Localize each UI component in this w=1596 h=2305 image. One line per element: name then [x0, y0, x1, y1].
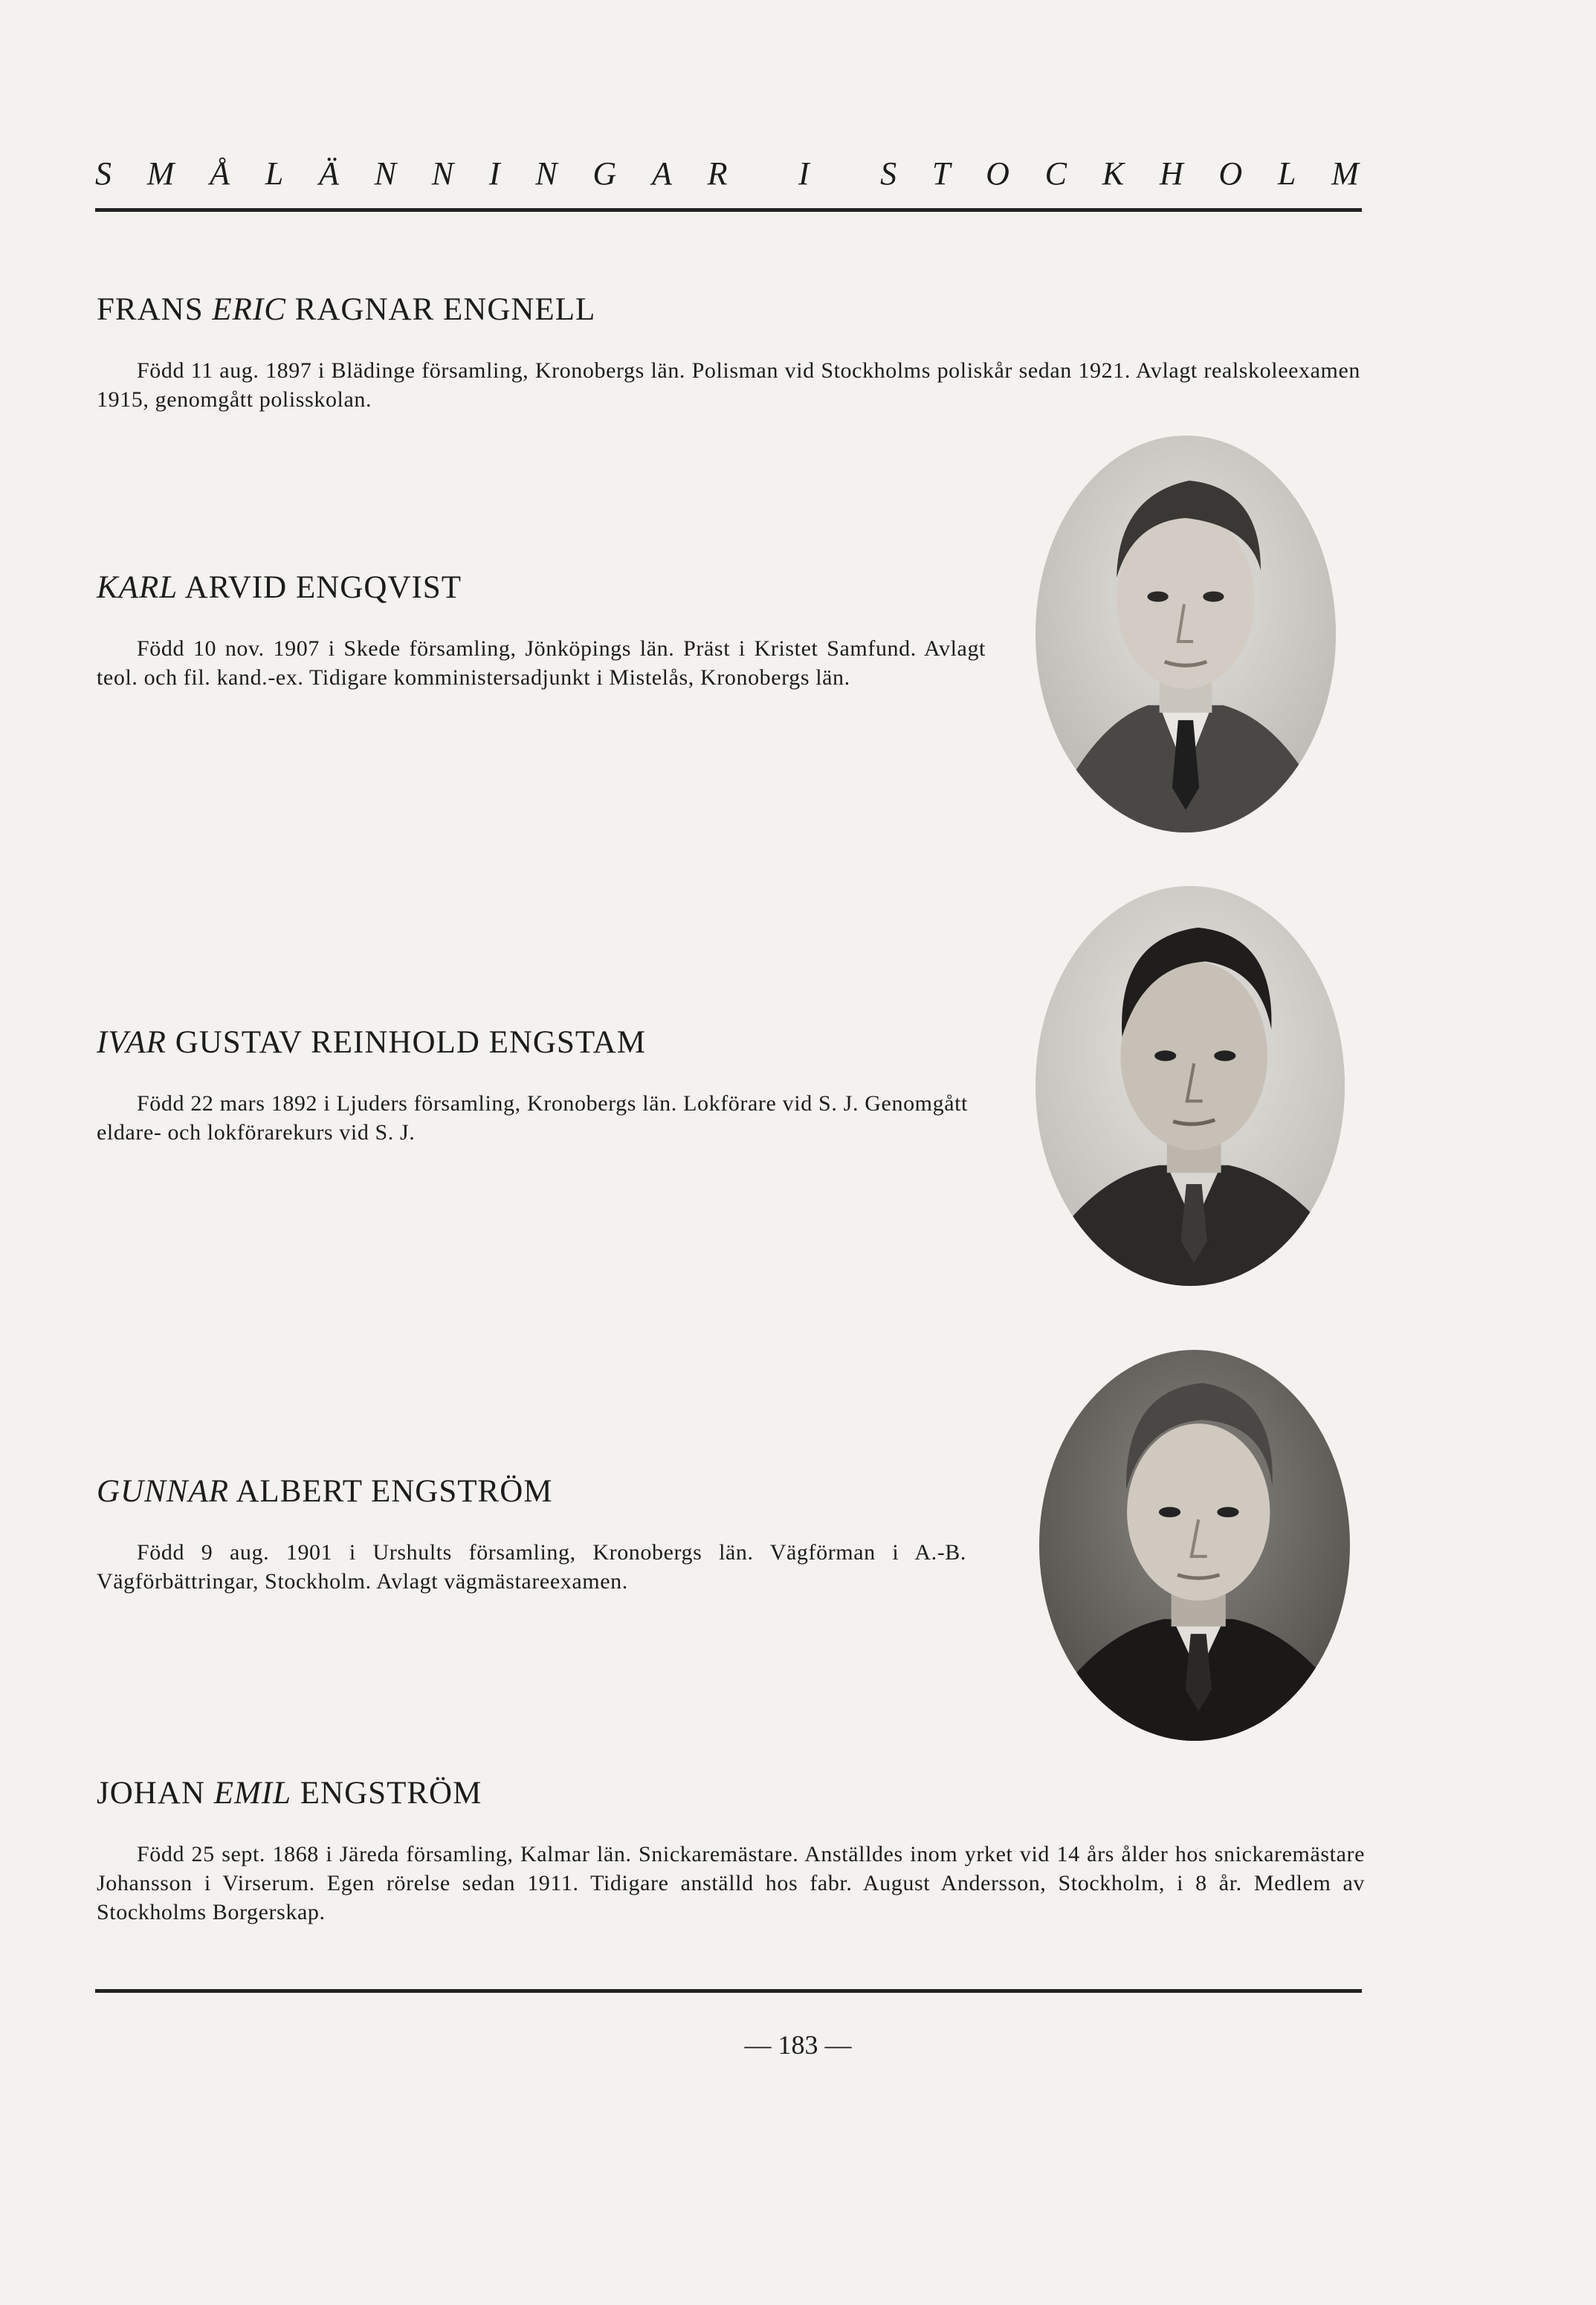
name-part: FRANS [97, 292, 213, 327]
running-head-letter: Å [210, 155, 230, 192]
biography-entry [97, 291, 1360, 414]
running-head-letter: I [798, 155, 810, 192]
header-rule [95, 208, 1362, 212]
name-callname: IVAR [97, 1025, 167, 1060]
running-head-letter: N [535, 155, 558, 192]
page-number: — 183 — [744, 2030, 852, 2060]
name-part: ARVID ENGQVIST [178, 570, 462, 605]
person-bio: Född 11 aug. 1897 i Blädinge församling, Kronobergs län. Polisman vid Stockholms poliskår sedan 1921. Avlagt realskoleexamen 1915, genomgått polisskolan. [97, 358, 1360, 412]
running-head-letter: G [592, 155, 617, 192]
running-head-letter: O [986, 155, 1009, 192]
running-head-letter: L [265, 155, 284, 192]
name-part: RAGNAR ENGNELL [285, 292, 596, 327]
running-head-letter: N [431, 155, 454, 192]
person-bio: Född 9 aug. 1901 i Urshults församling, Kronobergs län. Vägförman i A.-B. Vägförbättringar, Stockholm. Avlagt vägmästareexamen. [97, 1540, 966, 1594]
person-name [97, 569, 986, 606]
portrait-photo [1039, 1350, 1350, 1741]
person-bio: Född 25 sept. 1868 i Järeda församling, Kalmar län. Snickaremästare. Anställdes inom yrket vid 14 års ålder hos snickaremästare Johansson i Virserum. Egen rörelse sedan 1911. Tidigare anställd hos fabr. August Andersson, Stockholm, i 8 år. Medlem av Stockholms Borgerskap. [97, 1842, 1365, 1924]
running-head-letter: M [1331, 155, 1359, 192]
name-callname: KARL [97, 570, 178, 605]
name-callname: ERIC [212, 292, 286, 327]
running-head-letter: R [707, 155, 728, 192]
biography-entry [97, 1473, 966, 1596]
running-head-letter: S [880, 155, 897, 192]
footer-rule [95, 1989, 1362, 1993]
running-head-letter: I [488, 155, 500, 192]
name-part: GUSTAV REINHOLD ENGSTAM [166, 1025, 646, 1060]
running-head-letter: Ä [319, 155, 339, 192]
name-callname: EMIL [213, 1776, 292, 1811]
running-head-letter: M [146, 155, 175, 192]
person-bio: Född 22 mars 1892 i Ljuders församling, Kronobergs län. Lokförare vid S. J. Genomgått eldare- och lokförarekurs vid S. J. [97, 1091, 968, 1145]
running-head-letter: C [1044, 155, 1067, 192]
name-part: ALBERT ENGSTRÖM [229, 1474, 553, 1509]
biography-entry [97, 1024, 968, 1147]
running-head-letter: N [374, 155, 397, 192]
running-head-letter: S [95, 155, 112, 192]
running-head-letter: K [1102, 155, 1125, 192]
person-bio: Född 10 nov. 1907 i Skede församling, Jönköpings län. Präst i Kristet Samfund. Avlagt teol. och fil. kand.-ex. Tidigare komministersadjunkt i Mistelås, Kronobergs län. [97, 636, 986, 690]
name-part: JOHAN [97, 1776, 214, 1811]
portrait-photo [1036, 436, 1336, 833]
person-name [97, 1024, 968, 1061]
running-head-letter: A [651, 155, 672, 192]
running-head-letter: T [931, 155, 951, 192]
person-name [97, 1473, 966, 1510]
running-head-letter: L [1277, 155, 1296, 192]
person-name [97, 1775, 1365, 1811]
portrait-photo [1036, 886, 1345, 1286]
biography-entry [97, 569, 986, 692]
running-head [95, 155, 1359, 193]
name-part: ENGSTRÖM [291, 1776, 482, 1811]
person-name [97, 291, 1360, 328]
running-head-letter: H [1159, 155, 1183, 192]
biography-entry [97, 1775, 1365, 1927]
running-head-letter: O [1218, 155, 1243, 192]
name-callname: GUNNAR [97, 1474, 229, 1509]
